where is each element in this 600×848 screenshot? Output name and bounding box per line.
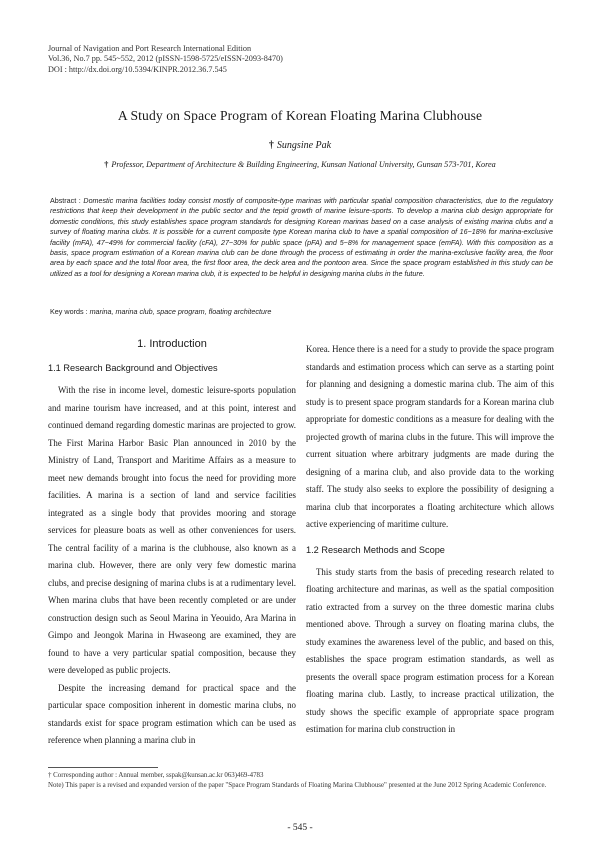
body-paragraph: Korea. Hence there is a need for a study to provide the space program standards and estimation process which can serve as a starting point for planning and designing a domestic marina club. The aim of this study is to present space program standards for a Korean marina club appropriate for domestic conditions as a measure for dealing with the projected growth of marina clubs in the future. This will improve the current situation where arbitrary judgments are made during the designing of a marina club, and also provide data to the working staff. The study also seeks to explore the possibility of designing a marina club that incorporates a floating architecture which allows active experiencing of maritime culture. [306,344,554,529]
footnote-corresponding: † Corresponding author : Annual member, sspak@kunsan.ac.kr 063)469-4783 [48,772,264,779]
body-paragraph: With the rise in income level, domestic leisure-sports population and marine tourism have increased, and at this point, interest and continued demand regarding domestic marinas are projected to grow. The First Marina Harbor Basic Plan announced in 2010 by the Ministry of Land, Transport and Maritime Affairs as a measure to meet new demands brought into focus the need for providing more facilities. A marina is a section of land and service facilities integrated as a single body that provides mooring and storage services for pleasure boats as well as other conveniences for users. The central facility of a marina is the clubhouse, also known as a marina club. However, there are only very few domestic marina clubs, and precise designing of marina clubs is at a rudimentary level. When marina clubs that have been recently completed or are under construction design such as Seoul Marina in Yeouido, Ara Marina in Gimpo and Jeongok Marina in Hwaseong are examined, they are found to have a very particular spatial composition, because they were developed as public projects. [48,385,296,675]
body-paragraph: This study starts from the basis of preceding research related to floating architecture and marinas, as well as the spatial composition ratio extracted from a survey on the three domestic marina clubs mentioned above. Through a survey on floating marina clubs, the study examines the awareness level of the public, and based on this, establishes the space program estimation standards, as well as presents the overall space program estimation process for a Korean floating marina club. Lastly, to increase practical utilization, the study shows the specific example of appropriate space program estimation for marina club construction in [306,566,554,734]
journal-header [48,44,283,75]
page-number: - 545 - [287,823,313,833]
abstract [50,196,553,279]
subsection-heading-methods: 1.2 Research Methods and Scope [306,544,445,555]
right-column [306,341,554,739]
journal-name: Journal of Navigation and Port Research International Edition [48,44,252,53]
footnote-divider [48,767,158,768]
keywords [50,307,553,316]
paper-title: A Study on Space Program of Korean Floating Marina Clubhouse [117,108,483,123]
keywords-label: Key words : [50,307,88,316]
corresponding-mark: † [268,140,274,151]
left-column [48,336,296,750]
keywords-text: marina, marina club, space program, floating architecture [89,307,272,316]
subsection-heading-background: 1.1 Research Background and Objectives [48,363,218,373]
journal-doi[interactable]: DOI : http://dx.doi.org/10.5394/KINPR.2012.36.7.545 [48,64,227,74]
affiliation-text: Professor, Department of Architecture & Building Engineering, Kunsan National University, Gunsan 573-701, Korea [111,160,496,169]
affiliation-mark: † [104,160,109,169]
author-line [0,140,600,151]
abstract-label: Abstract : [50,197,81,205]
journal-volume: Vol.36, No.7 pp. 545~552, 2012 (pISSN-1598-5725/eISSN-2093-8470) [48,54,283,64]
author-name: Sungsine Pak [276,140,332,151]
section-heading-introduction: 1. Introduction [137,338,207,350]
affiliation-line [0,160,600,169]
abstract-text: Domestic marina facilities today consist mostly of composite-type marinas with particular spatial composition characteristics, due to the regulatory restrictions that keep their development in the public sector and the tepid growth of marine leisure-sports. To develop a marina club design appropriate for domestic conditions, this study establishes space program standards for designing Korean marinas based on a case analysis of existing marina clubs and a survey of floating marina clubs. It is possible for a current composite type Korean marina club to have a spatial composition of 16~18% for marina-exclusive facility (mFA), 47~49% for commercial facility (cFA), 27~30% for public space (pFA) and 5~8% for management space (emFA). With this composition as a basis, space program estimation of a Korean marina club can be done through the process of estimating in order the marina-exclusive facility area, the floor area by each space and the total floor area, the first floor area, the deck area and the pontoon area. Since the space program established in this study can be utilized as a tool for designing a Korean marina club, it is expected to be helpful in designing marina clubs in the future. [50,197,553,278]
footnote-note: Note) This paper is a revised and expanded version of the paper "Space Program Standards of Floating Marina Clubhouse" presented at the June 2012 Spring Academic Conference. [48,782,547,790]
body-paragraph: Despite the increasing demand for practical space and the particular space composition inherent in domestic marina clubs, no standards exist for space program estimation which can be used as reference when planning a marina club in [48,682,296,745]
footnotes [48,771,553,792]
